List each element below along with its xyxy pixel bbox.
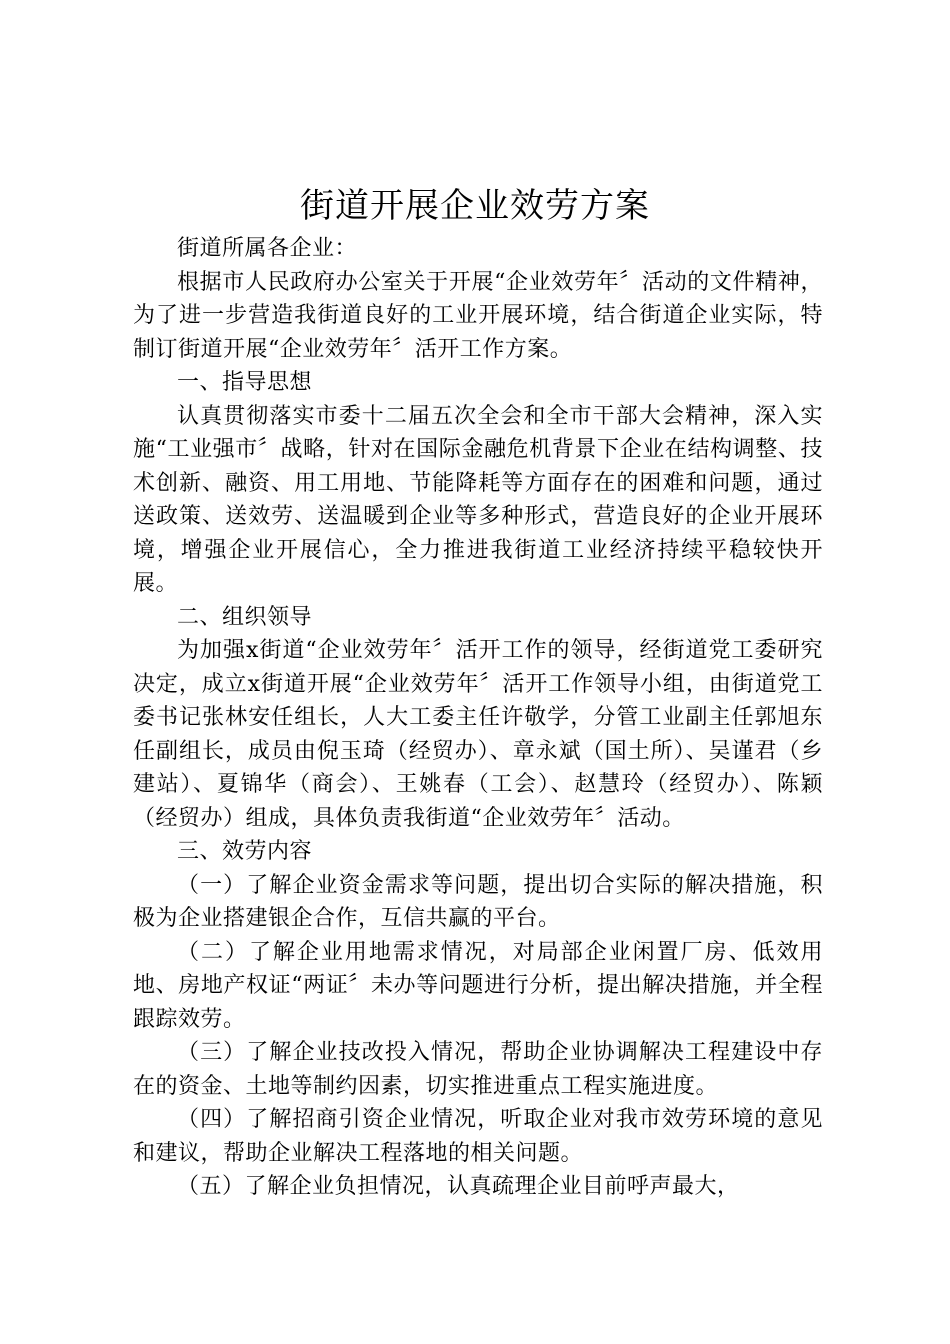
service-item-5: （五）了解企业负担情况，认真疏理企业目前呼声最大， <box>177 1174 740 1199</box>
section-heading-organization: 二、组织领导 <box>177 604 313 630</box>
section-heading-service-content: 三、效劳内容 <box>177 839 313 864</box>
service-item-2: （二）了解企业用地需求情况，对局部企业闲置厂房、低效用地、房地产权证“两证〞未办等问题进行分析，提出解决措施，并全程跟踪效劳。 <box>133 939 823 1032</box>
service-item-3: （三）了解企业技改投入情况，帮助企业协调解决工程建设中存在的资金、土地等制约因素，切实推进重点工程实施进度。 <box>133 1040 823 1099</box>
service-item-4: （四）了解招商引资企业情况，听取企业对我市效劳环境的意见和建议，帮助企业解决工程落地的相关问题。 <box>133 1107 823 1166</box>
paragraph-organization: 为加强x街道“企业效劳年〞活开工作的领导，经街道党工委研究决定，成立x街道开展“企业效劳年〞活开工作领导小组，由街道党工委书记张林安任组长，人大工委主任许敬学，分管工业副主任郭旭东任副组长，成员由倪玉琦（经贸办）、章永斌（国土所）、吴谨君（乡建站）、夏锦华（商会）、王姚春（工会）、赵慧玲（经贸办）、陈颖（经贸办）组成，具体负责我街道“企业效劳年〞活动。 <box>133 638 823 831</box>
document-title: 街道开展企业效劳方案 <box>300 186 650 226</box>
section-heading-guiding-ideology: 一、指导思想 <box>177 370 313 395</box>
document-body <box>133 232 823 1204</box>
salutation: 街道所属各企业： <box>177 236 358 261</box>
service-item-1: （一）了解企业资金需求等问题，提出切合实际的解决措施，积极为企业搭建银企合作，互信共赢的平台。 <box>133 872 823 931</box>
paragraph-guiding-ideology: 认真贯彻落实市委十二届五次全会和全市干部大会精神，深入实施“工业强市〞战略，针对在国际金融危机背景下企业在结构调整、技术创新、融资、用工用地、节能降耗等方面存在的困难和问题，通过送政策、送效劳、送温暖到企业等多种形式，营造良好的企业开展环境，增强企业开展信心，全力推进我街道工业经济持续平稳较快开展。 <box>133 403 823 596</box>
intro-paragraph: 根据市人民政府办公室关于开展“企业效劳年〞活动的文件精神，为了进一步营造我街道良好的工业开展环境，结合街道企业实际，特制订街道开展“企业效劳年〞活开工作方案。 <box>133 269 823 362</box>
